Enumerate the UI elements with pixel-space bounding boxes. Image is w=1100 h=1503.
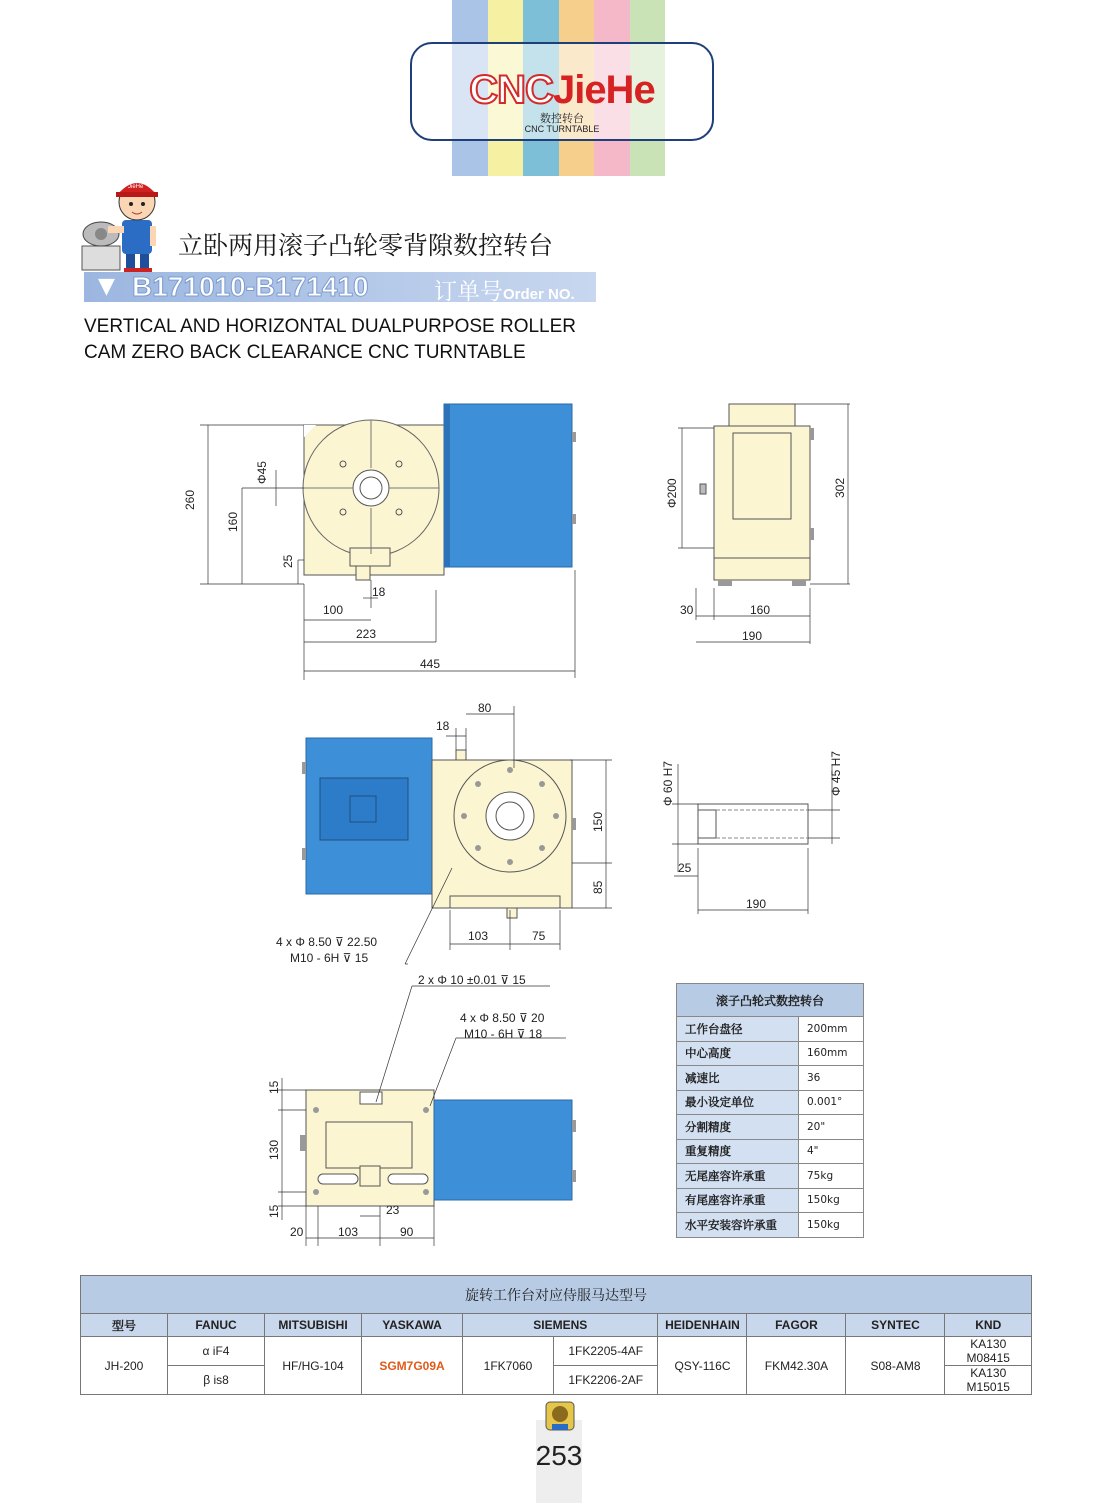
order-number-bar bbox=[84, 271, 596, 305]
order-code: B171010-B171410 bbox=[132, 271, 369, 302]
hole-note-2: M10 - 6H ⊽ 15 bbox=[290, 951, 369, 965]
pin-note: 2 x Φ 10 ±0.01 ⊽ 15 bbox=[418, 973, 526, 987]
dim-side-190: 190 bbox=[742, 629, 763, 643]
dim-bottom-103: 103 bbox=[338, 1225, 359, 1239]
table-row: 重复精度 4" bbox=[677, 1139, 864, 1164]
table-row: 无尾座容许承重 75kg bbox=[677, 1164, 864, 1189]
dim-75: 75 bbox=[532, 929, 546, 943]
side-view-drawing bbox=[660, 398, 860, 648]
page-number: 253 bbox=[535, 1440, 583, 1471]
title-english: VERTICAL AND HORIZONTAL DUALPURPOSE ROLLER CAM ZERO BACK CLEARANCE CNC TURNTABLE bbox=[84, 316, 577, 363]
mascot-cap-text: JieHe bbox=[128, 184, 144, 190]
mascot-illustration bbox=[80, 172, 162, 274]
arrow-down-icon: ▼ bbox=[98, 274, 115, 299]
table-row: 分割精度 20" bbox=[677, 1115, 864, 1140]
brand-logo bbox=[410, 42, 714, 141]
dim-260: 260 bbox=[183, 489, 197, 510]
spec-table bbox=[676, 983, 864, 1238]
table-row: JH-200 α iF4 HF/HG-104 SGM7G09A 1FK7060 1FK2205-4AF QSY-116C FKM42.30A S08-AM8 KA130 M08415 bbox=[81, 1337, 1032, 1366]
dim-85: 85 bbox=[591, 880, 605, 894]
servo-table-caption: 旋转工作台对应侍服马达型号 bbox=[81, 1276, 1032, 1314]
table-row: β is8 1FK2206-2AF KA130 M15015 bbox=[81, 1366, 1032, 1395]
dim-100: 100 bbox=[323, 603, 344, 617]
logo-jiehe: JieHe bbox=[552, 68, 655, 112]
dim-30: 30 bbox=[680, 603, 694, 617]
logo-subtitle-en: CNC TURNTABLE bbox=[524, 124, 600, 134]
servo-motor-table bbox=[80, 1275, 1032, 1395]
dim-160: 160 bbox=[226, 511, 240, 532]
dim-302: 302 bbox=[833, 477, 847, 498]
dim-445: 445 bbox=[420, 657, 441, 671]
top-view-drawing bbox=[270, 698, 615, 970]
dim-18: 18 bbox=[372, 585, 386, 599]
hole-note-1: 4 x Φ 8.50 ⊽ 22.50 bbox=[276, 935, 378, 949]
dim-top-18: 18 bbox=[436, 719, 450, 733]
table-row: 减速比 36 bbox=[677, 1066, 864, 1091]
title-chinese: 立卧两用滚子凸轮零背隙数控转台 bbox=[178, 231, 554, 260]
logo-cnc: CNC bbox=[469, 68, 553, 112]
logo-subtitle-cn: 数控转台 bbox=[540, 112, 584, 125]
spec-table-title: 滚子凸轮式数控转台 bbox=[677, 984, 864, 1017]
dim-15-bottom: 15 bbox=[267, 1204, 281, 1218]
hole-note-3: 4 x Φ 8.50 ⊽ 20 bbox=[460, 1011, 545, 1025]
dim-25: 25 bbox=[281, 554, 295, 568]
dim-d60-h7: Φ 60 H7 bbox=[661, 761, 675, 806]
dim-d200: Φ200 bbox=[665, 478, 679, 508]
dim-15-top: 15 bbox=[267, 1080, 281, 1094]
dim-80: 80 bbox=[478, 701, 492, 715]
dim-23: 23 bbox=[386, 1203, 400, 1217]
dim-130: 130 bbox=[267, 1139, 281, 1160]
shaft-section-drawing bbox=[660, 744, 850, 916]
dim-shaft-25: 25 bbox=[678, 861, 692, 875]
table-row: 工作台盘径 200mm bbox=[677, 1017, 864, 1042]
dim-d45-h7: Φ 45 H7 bbox=[829, 751, 843, 796]
dim-90: 90 bbox=[400, 1225, 414, 1239]
dim-103: 103 bbox=[468, 929, 489, 943]
mascot-small-icon bbox=[540, 1394, 580, 1434]
dim-223: 223 bbox=[356, 627, 377, 641]
table-row: 有尾座容许承重 150kg bbox=[677, 1188, 864, 1213]
dim-d45: Φ45 bbox=[255, 461, 269, 484]
table-header-row: 型号 FANUC MITSUBISHI YASKAWA SIEMENS HEIDENHAIN FAGOR SYNTEC KND bbox=[81, 1314, 1032, 1337]
dim-20: 20 bbox=[290, 1225, 304, 1239]
hole-note-4: M10 - 6H ⊽ 18 bbox=[464, 1027, 543, 1041]
table-row: 中心高度 160mm bbox=[677, 1041, 864, 1066]
front-view-drawing bbox=[180, 398, 590, 690]
dim-150: 150 bbox=[591, 811, 605, 832]
order-label: 订单号Order NO. bbox=[434, 279, 575, 305]
table-row: 最小设定单位 0.001° bbox=[677, 1090, 864, 1115]
table-row: 水平安装容许承重 150kg bbox=[677, 1213, 864, 1238]
dim-side-160: 160 bbox=[750, 603, 771, 617]
dim-shaft-190: 190 bbox=[746, 897, 767, 911]
bottom-view-drawing bbox=[260, 970, 580, 1248]
